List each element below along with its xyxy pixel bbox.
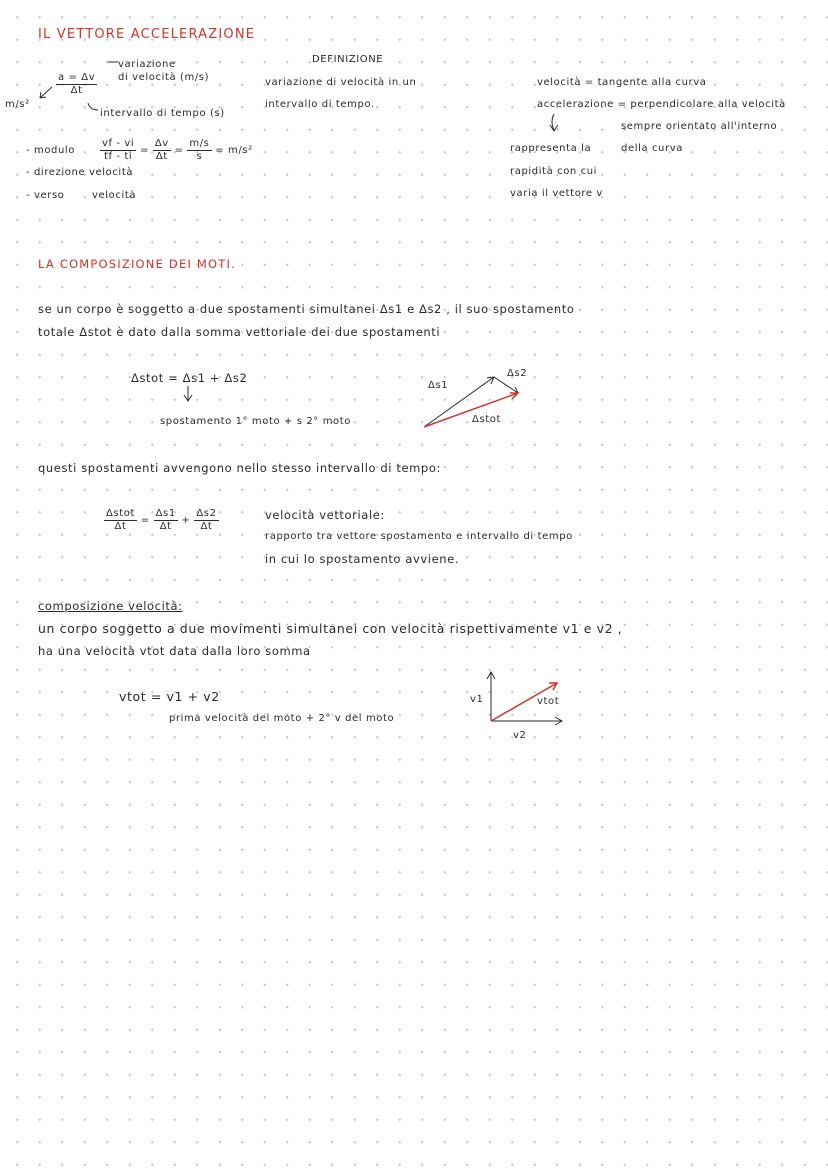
diag2-vtot-label: vtot	[537, 696, 560, 707]
velocita-para1: un corpo soggetto a due movimenti simultanei con velocità rispettivamente v1 e v2 ,	[38, 621, 623, 636]
modulo-formula: $\frac{vf - vi}{tf - ti}$ = $\frac{\Delta v}{\Delta t}$ = $\frac{m/s}{s}$ = m/s²	[102, 138, 253, 162]
verso-label: - verso	[26, 190, 65, 201]
eq2-note1: velocità vettoriale:	[265, 508, 385, 522]
eq-displacement-note: spostamento 1° moto + s 2° moto	[160, 416, 351, 427]
modulo-f2-den: Δt	[155, 150, 168, 162]
modulo-f2-num: Δv	[154, 138, 169, 149]
modulo-f1-num: vf - vi	[102, 138, 135, 149]
composizione-para1: se un corpo è soggetto a due spostamenti simultanei Δs1 e Δs2 , il suo spostamento	[38, 302, 575, 316]
modulo-f1-den: tf - ti	[104, 150, 133, 162]
eq2-b-num: Δs1	[155, 508, 176, 519]
eq2-a-num: Δstot	[106, 508, 136, 519]
direzione-line: - direzione velocità	[26, 167, 134, 178]
modulo-f3-num: m/s	[189, 138, 210, 149]
diag2-v2-label: v2	[513, 730, 527, 741]
side-note-line1: velocità = tangente alla curva	[537, 77, 707, 88]
diag2-v1-label: v1	[470, 694, 484, 705]
side-note-line7: varia il vettore v	[510, 188, 603, 199]
diag1-ds1-label: Δs1	[428, 380, 449, 391]
formula-acceleration-num: a = Δv	[58, 72, 96, 83]
eq-velocity-vector: $\frac{\text{Δstot}}{\Delta t}$ = $\frac{\Delta s1}{\Delta t}$ + $\frac{\Delta s2}{\Delta t}$	[106, 508, 217, 532]
side-note-line2: accelerazione = perpendicolare alla velocità	[537, 99, 786, 110]
side-note-line4: della curva	[621, 143, 683, 154]
unit-label: m/s²	[5, 99, 30, 110]
eq-velocity-sum: vtot = v1 + v2	[119, 689, 220, 704]
composizione-velocita-heading: composizione velocità:	[38, 599, 183, 613]
label-intervallo: intervallo di tempo (s)	[100, 108, 225, 119]
definizione-line2: intervallo di tempo.	[265, 99, 375, 110]
eq-velocity-note: prima velocità del moto + 2° v del moto	[169, 713, 395, 724]
velocita-para2: ha una velocità vtot data dalla loro somma	[38, 644, 311, 658]
modulo-result: = m/s²	[215, 145, 253, 156]
formula-acceleration	[56, 72, 97, 96]
modulo-f3-den: s	[196, 150, 203, 162]
definizione-line1: variazione di velocità in un	[265, 77, 417, 88]
verso-value: velocità	[92, 190, 137, 201]
eq2-note2: rapporto tra vettore spostamento e intervallo di tempo	[265, 531, 573, 542]
eq2-b-den: Δt	[159, 520, 172, 532]
label-variazione: variazione	[118, 59, 176, 70]
eq2-c-num: Δs2	[196, 508, 217, 519]
composizione-para3: questi spostamenti avvengono nello stesso intervallo di tempo:	[38, 461, 441, 475]
label-variazione-velocita: di velocità (m/s)	[118, 72, 210, 83]
diag1-ds2-label: Δs2	[507, 368, 528, 379]
composizione-para2: totale Δstot è dato dalla somma vettoriale dei due spostamenti	[38, 325, 441, 339]
modulo-label: - modulo	[26, 145, 76, 156]
section-title-composizione: LA COMPOSIZIONE DEI MOTI.	[38, 257, 236, 271]
eq2-c-den: Δt	[200, 520, 213, 532]
vector-diagram-velocity	[0, 0, 1, 1]
diag1-dstot-label: Δstot	[472, 414, 502, 425]
formula-acceleration-den: Δt	[70, 84, 83, 96]
definizione-heading: DEFINIZIONE	[312, 54, 384, 65]
eq2-a-den: Δt	[114, 520, 127, 532]
side-note-line5: rappresenta la	[510, 143, 592, 154]
section-title-accelerazione: IL VETTORE ACCELERAZIONE	[38, 27, 256, 42]
eq-displacement: Δstot = Δs1 + Δs2	[131, 371, 248, 385]
eq2-note3: in cui lo spostamento avviene.	[265, 552, 460, 566]
side-note-line6: rapidità con cui	[510, 166, 598, 177]
side-note-line3: sempre orientato all'interno	[621, 121, 778, 132]
